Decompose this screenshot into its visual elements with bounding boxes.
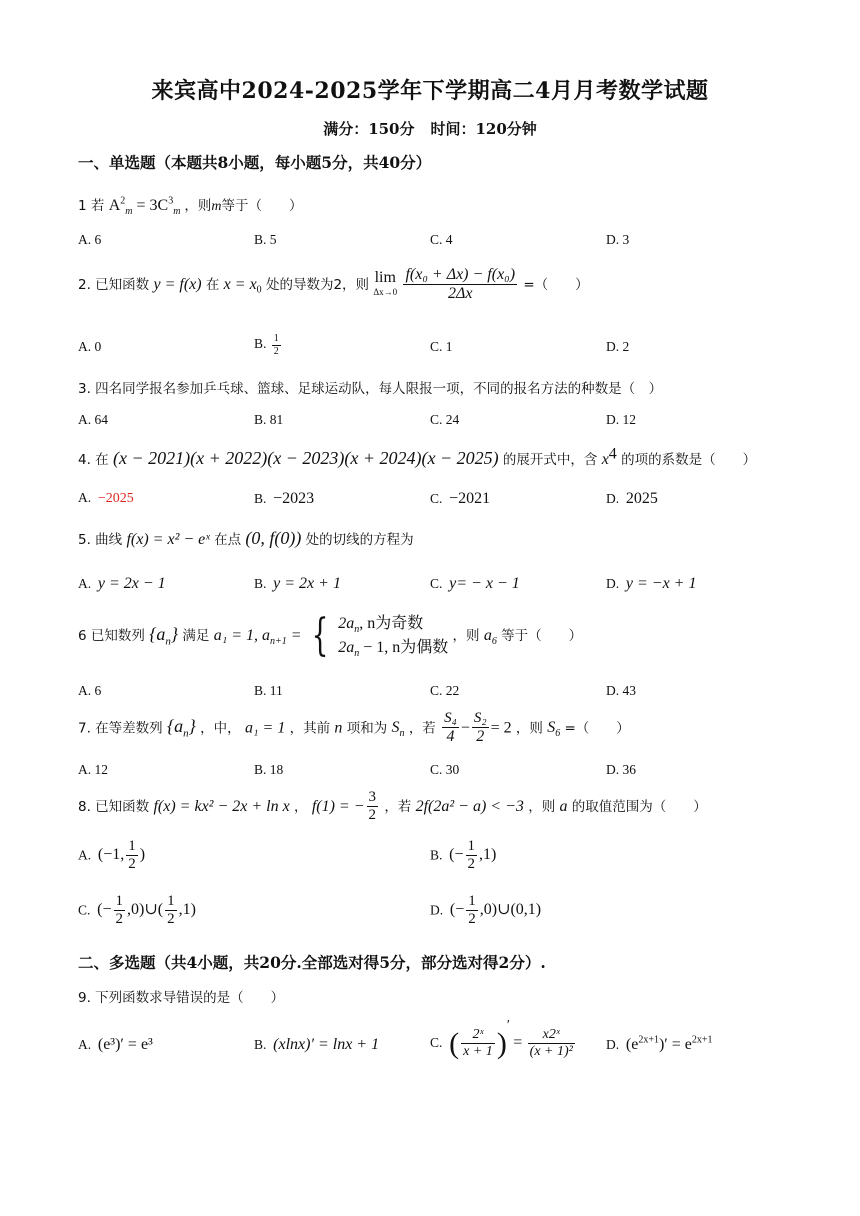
q9-option-b: B. (xlnx)′ = lnx + 1 xyxy=(254,1036,380,1053)
q6-option-d: D. 43 xyxy=(606,683,636,698)
q3-option-a: A. 64 xyxy=(78,412,108,427)
q9-option-a: A. (e³)′ = e³ xyxy=(78,1036,153,1053)
q3-option-d: D. 12 xyxy=(606,412,636,427)
question-3: 3. 四名同学报名参加乒乓球、篮球、足球运动队，每人限报一项，不同的报名方法的种数是（ ） xyxy=(78,381,663,397)
q1-option-d: D. 3 xyxy=(606,232,630,247)
q4-option-a: A. −2025 xyxy=(78,490,134,506)
question-9: 9. 下列函数求导错误的是（ ） xyxy=(78,990,285,1006)
q8-option-b: B. (− $\frac{1}{2}$ ,1) xyxy=(430,838,497,873)
question-2: 2. 已知函数 y = f(x) 在 $x = x_0$ 处的导数为2，则 lim Δx→0 $\frac{\text{f(x₀ + Δx) − f(x₀)}}{2\Delta x}$ =（ ） xyxy=(78,266,589,303)
q7-option-b: B. 18 xyxy=(254,762,284,777)
question-7: 7. 在等差数列 $\{a_n\}$ ，中， a₁ = 1 ，其前 n 项和为 $S_n$ ，若 $\frac{\text{S₄}}{4}$ − $\frac{\text{S₂}}{2}$ = 2 ，则 $S_6$ =（ ） xyxy=(78,710,630,746)
q7-option-c: C. 30 xyxy=(430,762,460,777)
question-5: 5. 曲线 f(x) = x² − eˣ 在点 (0, f(0)) 处的切线的方程为 xyxy=(78,528,414,548)
q7-option-d: D. 36 xyxy=(606,762,636,777)
q3-option-c: C. 24 xyxy=(430,412,460,427)
section-heading-multiple-choice: 二、多选题（共4小题，共20分.全部选对得5分，部分选对得2分）. xyxy=(78,953,546,972)
q6-option-c: C. 22 xyxy=(430,683,460,698)
page-title: 来宾高中2024-2025学年下学期高二4月月考数学试题 xyxy=(151,78,709,104)
question-8: 8. 已知函数 f(x) = kx² − 2x + ln x ， f(1) = − $\frac{3}{2}$ ，若 2f(2a² − a) < −3 ，则 a 的取值范围为（ ） xyxy=(78,789,707,824)
q2-option-c: C. 1 xyxy=(430,339,453,354)
question-1: 1 若 $A^2_m = 3C^3_m$ ，则m等于（ ） xyxy=(78,195,303,218)
q1-option-b: B. 5 xyxy=(254,232,277,247)
q2-option-b: B. $\frac{1}{2}$ xyxy=(254,333,279,357)
q7-option-a: A. 12 xyxy=(78,762,108,777)
section-heading-single-choice: 一、单选题（本题共8小题，每小题5分，共40分） xyxy=(78,153,432,172)
q2-option-a: A. 0 xyxy=(78,339,102,354)
q6-option-a: A. 6 xyxy=(78,683,102,698)
q4-option-b: B. −2023 xyxy=(254,490,315,507)
exam-meta xyxy=(0,118,860,139)
q9-option-d: D. $(e^{2x+1})' = e^{2x+1}$ xyxy=(606,1034,713,1053)
question-6: 6 已知数列 $\{a_n\}$ 满足 a₁ = 1, $a_{n+1}$ = { $2a_n$, n为奇数 $2a_n - 1$, n为偶数 ，则 $a_6$ 等于（ ） xyxy=(78,610,583,661)
q4-option-c: C. −2021 xyxy=(430,490,491,507)
q1-option-a: A. 6 xyxy=(78,232,102,247)
q2-option-d: D. 2 xyxy=(606,339,630,354)
q4-option-d: D. 2025 xyxy=(606,490,658,507)
q1-option-c: C. 4 xyxy=(430,232,453,247)
q9-option-c: C. ( $\frac{\text{2ˣ}}{x + 1}$ )′ = $\frac{\text{x2ˣ}}{\text{(x + 1)²}}$ xyxy=(430,1018,573,1060)
q8-option-a: A. (−1, $\frac{1}{2}$ ) xyxy=(78,838,146,873)
q8-option-d: D. (− $\frac{1}{2}$ ,0)∪(0,1) xyxy=(430,893,542,928)
time-info: 时间：120分钟 xyxy=(430,120,537,138)
question-4: 4. 在 (x − 2021)(x + 2022)(x − 2023)(x + 2024)(x − 2025) 的展开式中，含 $x^4$ 的项的系数是（ ） xyxy=(78,445,757,468)
q5-option-d: D. y = −x + 1 xyxy=(606,575,697,592)
q5-option-c: C. y= − x − 1 xyxy=(430,575,520,592)
q5-option-a: A. y = 2x − 1 xyxy=(78,575,166,592)
q8-option-c: C. (− $\frac{1}{2}$ ,0)∪( $\frac{1}{2}$ ,1) xyxy=(78,893,196,928)
q6-option-b: B. 11 xyxy=(254,683,283,698)
score-info: 满分：150分 xyxy=(323,120,415,138)
q5-option-b: B. y = 2x + 1 xyxy=(254,575,341,592)
q3-option-b: B. 81 xyxy=(254,412,284,427)
